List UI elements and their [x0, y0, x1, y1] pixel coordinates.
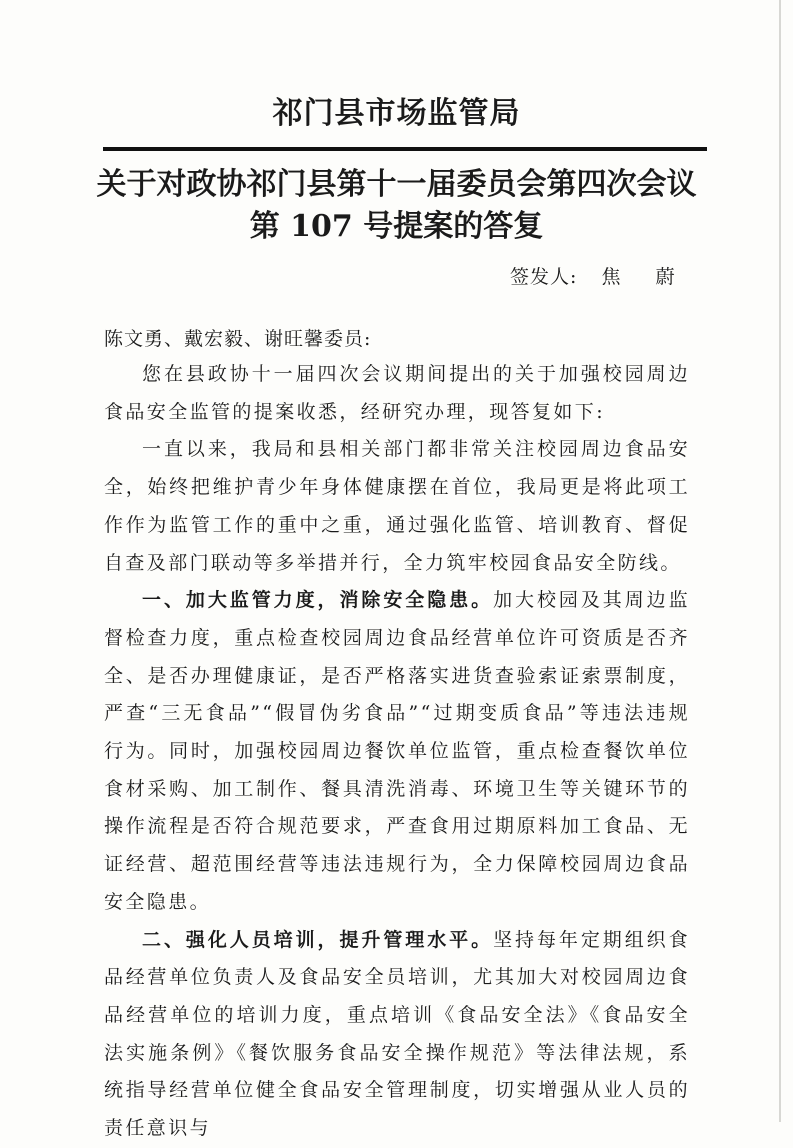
signer-name-first: 焦	[601, 266, 622, 288]
section-2-text: 坚持每年定期组织食品经营单位负责人及食品安全员培训，尤其加大对校园周边食品经营单位的培训力度，重点培训《食品安全法》《食品安全法实施条例》《餐饮服务食品安全操作规范》等法律法规，系统指导经营单位健全食品安全管理制度，切实增强从业人员的责任意识与	[104, 928, 690, 1140]
signer-name-second: 蔚	[655, 266, 676, 288]
document-body	[104, 356, 690, 1148]
document-title-line-2: 第 107 号提案的答复	[249, 209, 544, 244]
paragraph-section-2	[104, 922, 690, 1148]
section-1-heading: 一、加大监管力度，消除安全隐患。	[142, 589, 494, 612]
salutation: 陈文勇、戴宏毅、谢旺馨委员:	[104, 328, 372, 350]
paragraph-section-1	[104, 582, 690, 921]
document-title-line-1: 关于对政协祁门县第十一届委员会第四次会议	[96, 167, 697, 202]
section-2-heading: 二、强化人员培训，提升管理水平。	[142, 928, 494, 951]
section-1-text: 加大校园及其周边监督检查力度，重点检查校园周边食品经营单位许可资质是否齐全、是否办理健康证，是否严格落实进货查验索证索票制度，严查“三无食品”“假冒伪劣食品”“过期变质食品”等违法违规行为。同时，加强校园周边餐饮单位监管，重点检查餐饮单位食材采购、加工制作、餐具清洗消毒、环境卫生等关键环节的操作流程是否符合规范要求，严查食用过期原料加工食品、无证经营、超范围经营等违法违规行为，全力保障校园周边食品安全隐患。	[104, 589, 690, 913]
issuing-organization: 祁门县市场监管局	[272, 96, 521, 131]
header-rule	[103, 147, 707, 151]
signer-label: 签发人:	[510, 266, 578, 288]
paragraph-overview: 一直以来，我局和县相关部门都非常关注校园周边食品安全，始终把维护青少年身体健康摆在首位，我局更是将此项工作作为监管工作的重中之重，通过强化监管、培训教育、督促自查及部门联动等多举措并行，全力筑牢校园食品安全防线。	[104, 438, 690, 574]
signer-line	[510, 262, 710, 292]
paragraph-reply-intro: 您在县政协十一届四次会议期间提出的关于加强校园周边食品安全监管的提案收悉，经研究办理，现答复如下:	[104, 363, 690, 423]
